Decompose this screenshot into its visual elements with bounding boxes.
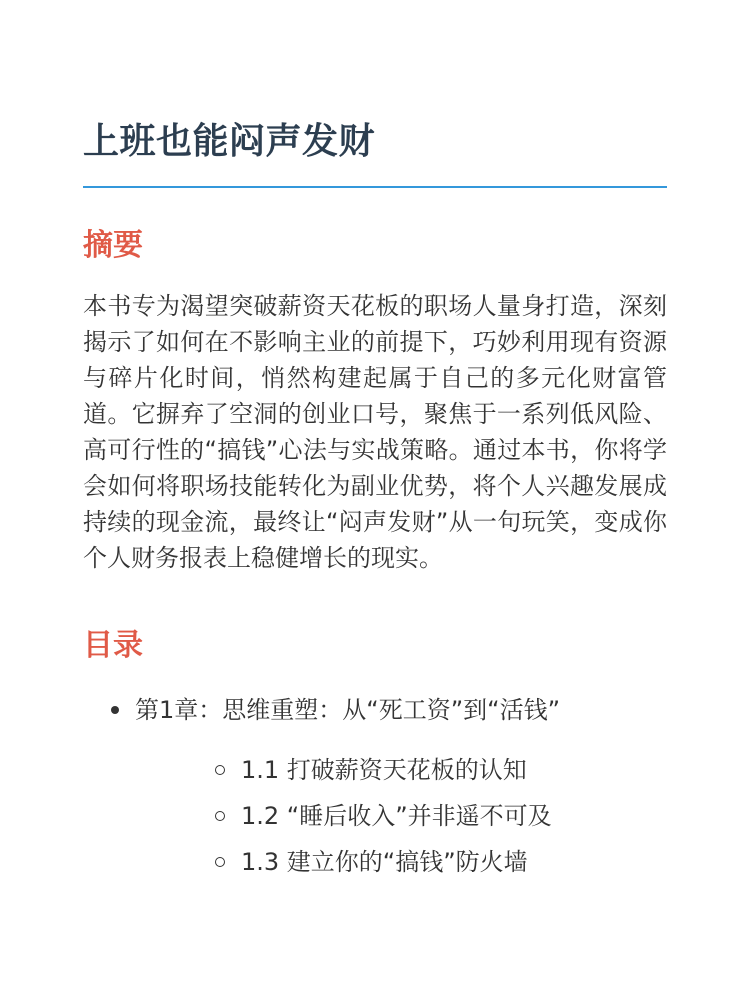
summary-heading: 摘要 (83, 228, 143, 263)
toc-section-1-2 (135, 798, 667, 844)
toc-section-1-2-label: 1.2 “睡后收入”并非遥不可及 (241, 802, 552, 830)
toc-heading: 目录 (83, 628, 143, 663)
table-of-contents (83, 692, 667, 890)
summary-paragraph: 本书专为渴望突破薪资天花板的职场人量身打造，深刻揭示了如何在不影响主业的前提下，巧妙利用现有资源与碎片化时间，悄然构建起属于自己的多元化财富管道。它摒弃了空洞的创业口号，聚焦于一系列低风险、高可行性的“搞钱”心法与实战策略。通过本书，你将学会如何将职场技能转化为副业优势，将个人兴趣发展成持续的现金流，最终让“闷声发财”从一句玩笑，变成你个人财务报表上稳健增长的现实。 (83, 292, 667, 572)
toc-section-1-1-label: 1.1 打破薪资天花板的认知 (241, 756, 527, 784)
hollow-bullet-icon (215, 811, 225, 821)
toc-chapter-1-sections (135, 752, 667, 890)
filled-bullet-icon (111, 706, 119, 714)
toc-section-1-3 (135, 844, 667, 890)
hollow-bullet-icon (215, 857, 225, 867)
toc-chapter-1-label: 第1章：思维重塑：从“死工资”到“活钱” (135, 696, 561, 724)
title-divider (83, 186, 667, 188)
toc-chapter-1 (83, 692, 667, 890)
hollow-bullet-icon (215, 765, 225, 775)
book-title: 上班也能闷声发财 (83, 121, 376, 162)
toc-section-1-3-label: 1.3 建立你的“搞钱”防火墙 (241, 848, 528, 876)
toc-section-1-1 (135, 752, 667, 798)
